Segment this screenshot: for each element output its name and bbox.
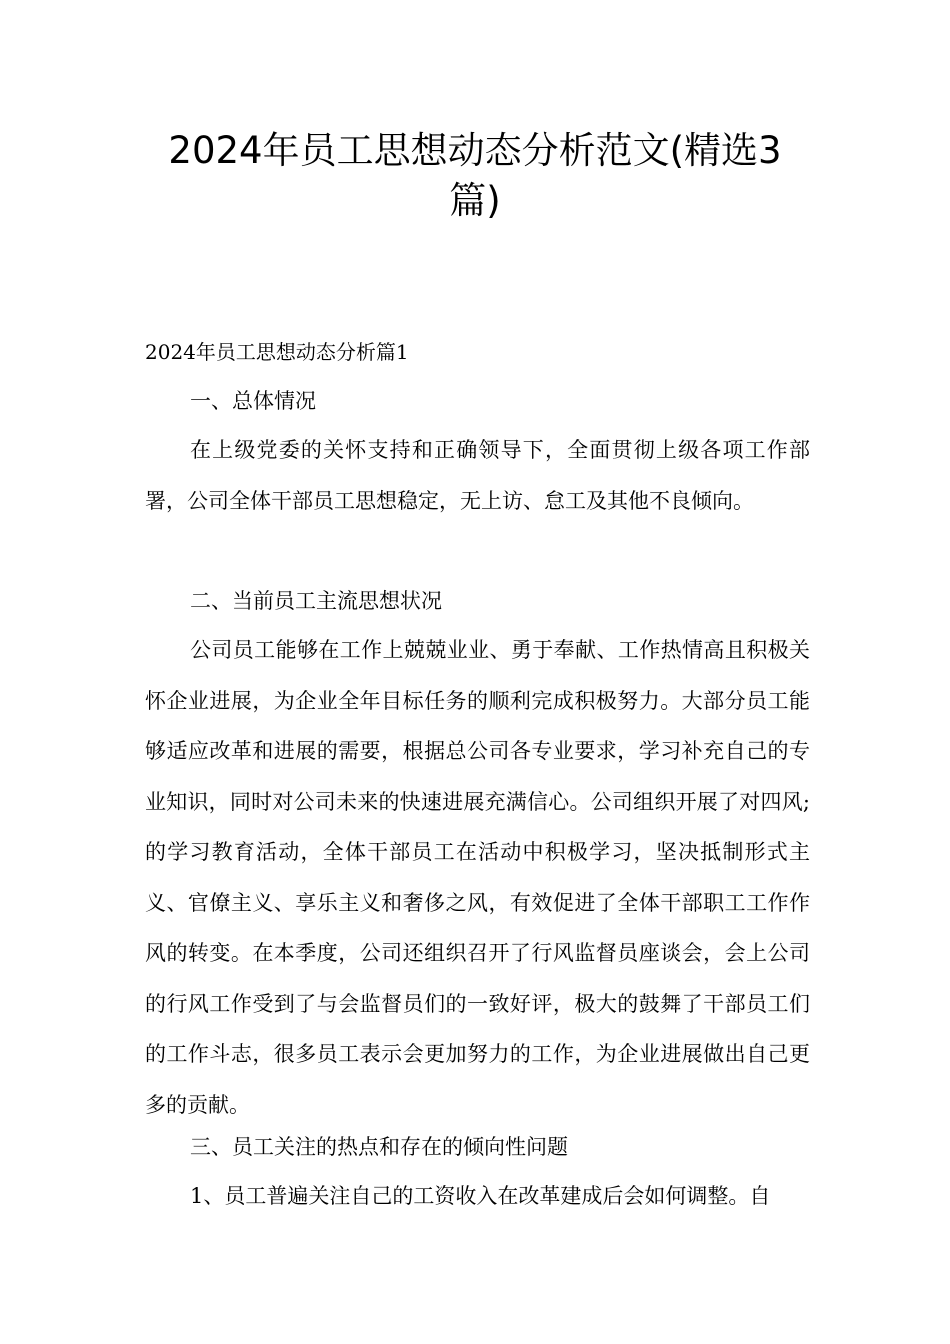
section-paragraph-overview: 在上级党委的关怀支持和正确领导下，全面贯彻上级各项工作部署，公司全体干部员工思想稳定，无上访、怠工及其他不良倾向。	[145, 438, 810, 513]
section-heading-hot-issues: 三、员工关注的热点和存在的倾向性问题	[190, 1135, 568, 1159]
section-heading-mainstream-thinking: 二、当前员工主流思想状况	[190, 589, 442, 613]
article-subtitle: 2024年员工思想动态分析篇1	[145, 340, 409, 364]
section-paragraph-mainstream-thinking: 公司员工能够在工作上兢兢业业、勇于奉献、工作热情高且积极关怀企业进展，为企业全年目标任务的顺利完成积极努力。大部分员工能够适应改革和进展的需要，根据总公司各专业要求，学习补充自己的专业知识，同时对公司未来的快速进展充满信心。公司组织开展了对四风;的学习教育活动，全体干部员工在活动中积极学习，坚决抵制形式主义、官僚主义、享乐主义和奢侈之风，有效促进了全体干部职工工作作风的转变。在本季度，公司还组织召开了行风监督员座谈会，会上公司的行风工作受到了与会监督员们的一致好评，极大的鼓舞了干部员工们的工作斗志，很多员工表示会更加努力的工作，为企业进展做出自己更多的贡献。	[145, 638, 810, 1117]
document-title: 2024年员工思想动态分析范文(精选3篇)	[168, 129, 782, 222]
section-paragraph-hot-issues: 1、员工普遍关注自己的工资收入在改革建成后会如何调整。自	[190, 1184, 771, 1208]
section-heading-overview: 一、总体情况	[190, 389, 316, 413]
